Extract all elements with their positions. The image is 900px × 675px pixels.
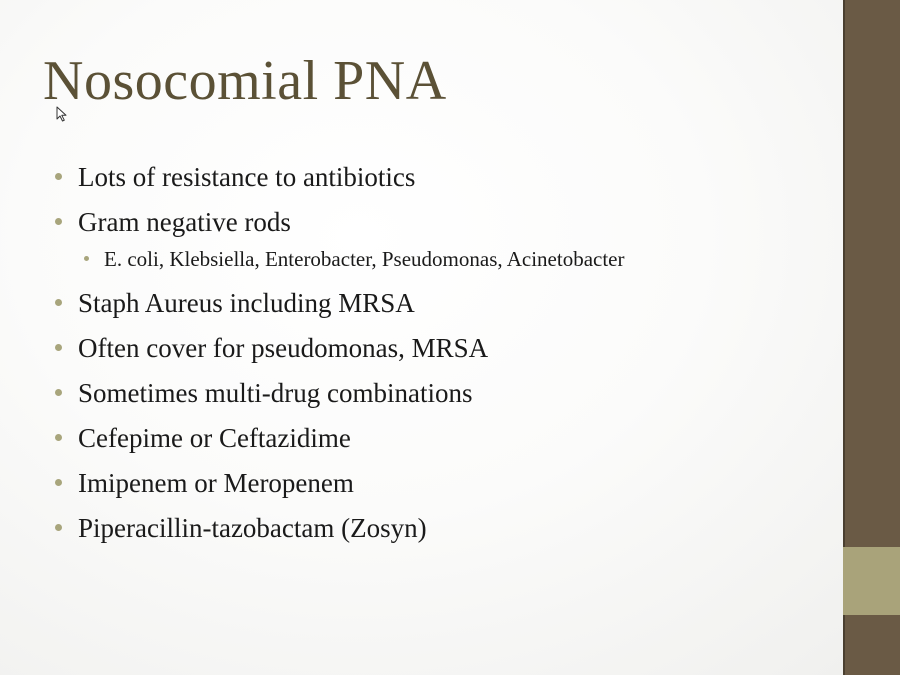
bullet-item [52, 281, 625, 326]
bullet-item [52, 416, 625, 461]
bullet-text: Staph Aureus including MRSA [78, 288, 415, 318]
bullet-text: Often cover for pseudomonas, MRSA [78, 333, 489, 363]
bullet-dot-icon [55, 434, 62, 441]
bullet-item [52, 326, 625, 371]
sidebar-dark-segment [843, 0, 900, 547]
bullet-dot-icon [55, 479, 62, 486]
bullet-item [52, 155, 625, 200]
bullet-list [52, 155, 625, 551]
decorative-sidebar [843, 0, 900, 675]
bullet-dot-icon [84, 256, 89, 261]
sidebar-dark-segment-bottom [843, 615, 900, 675]
bullet-item [52, 461, 625, 506]
mouse-pointer-icon [56, 106, 68, 122]
slide-title: Nosocomial PNA [43, 50, 447, 112]
bullet-dot-icon [55, 389, 62, 396]
sidebar-light-segment [843, 547, 900, 615]
bullet-text: Cefepime or Ceftazidime [78, 423, 351, 453]
bullet-dot-icon [55, 344, 62, 351]
sub-bullet-item [52, 241, 625, 277]
bullet-dot-icon [55, 173, 62, 180]
sub-bullet-text: E. coli, Klebsiella, Enterobacter, Pseudomonas, Acinetobacter [104, 247, 625, 271]
bullet-text: Sometimes multi-drug combinations [78, 378, 473, 408]
bullet-dot-icon [55, 299, 62, 306]
bullet-item [52, 200, 625, 245]
bullet-dot-icon [55, 524, 62, 531]
bullet-text: Gram negative rods [78, 207, 291, 237]
bullet-item [52, 371, 625, 416]
bullet-text: Lots of resistance to antibiotics [78, 162, 416, 192]
bullet-text: Imipenem or Meropenem [78, 468, 354, 498]
bullet-dot-icon [55, 218, 62, 225]
bullet-item [52, 506, 625, 551]
bullet-text: Piperacillin-tazobactam (Zosyn) [78, 513, 427, 543]
